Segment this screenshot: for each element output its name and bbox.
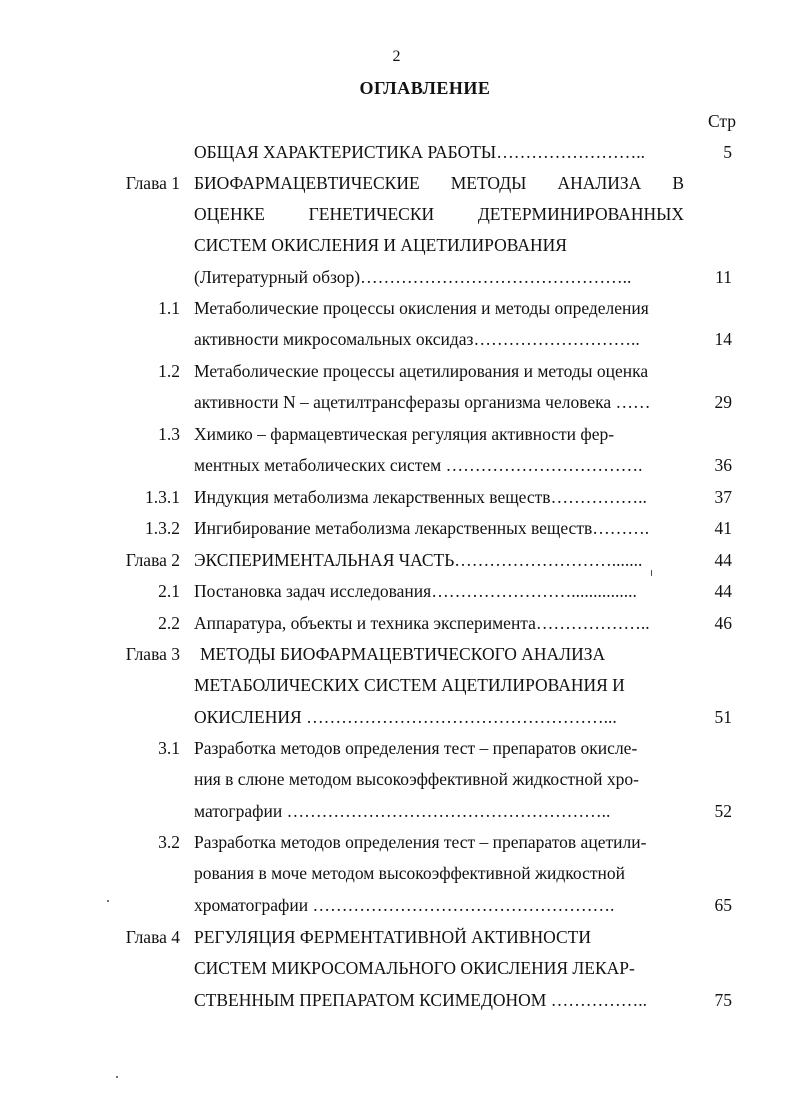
toc-line: СИСТЕМ ОКИСЛЕНИЯ И АЦЕТИЛИРОВАНИЯ (194, 235, 567, 255)
toc-line: МЕТОДЫ БИОФАРМАЦЕВТИЧЕСКОГО АНАЛИЗА (200, 644, 606, 664)
toc-line: Разработка методов определения тест – препаратов ацетили- (194, 832, 647, 852)
toc-label: 1.1 (158, 298, 180, 318)
toc-line: БИОФАРМАЦЕВТИЧЕСКИЕ МЕТОДЫ АНАЛИЗА В (194, 173, 684, 193)
toc-line: СТВЕННЫМ ПРЕПАРАТОМ КСИМЕДОНОМ …………….. (194, 990, 647, 1010)
toc-label: 2.1 (158, 581, 180, 601)
toc-label: Глава 3 (125, 644, 180, 664)
toc-page-number: 46 (714, 613, 732, 633)
toc-line: Ингибирование метаболизма лекарственных веществ………. (194, 518, 650, 538)
toc-line: активности микросомальных оксидаз……………………….. (194, 329, 640, 349)
toc-line: Метаболические процессы ацетилирования и методы оценка (194, 361, 649, 381)
toc-line: СИСТЕМ МИКРОСОМАЛЬНОГО ОКИСЛЕНИЯ ЛЕКАР- (194, 958, 635, 978)
toc-line: ОЦЕНКЕ ГЕНЕТИЧЕСКИ ДЕТЕРМИНИРОВАННЫХ (194, 204, 684, 224)
toc-line: ОБЩАЯ ХАРАКТЕРИСТИКА РАБОТЫ…………………….. (194, 142, 645, 162)
toc-line: (Литературный обзор)……………………………………….. (194, 267, 632, 287)
toc-line: МЕТАБОЛИЧЕСКИХ СИСТЕМ АЦЕТИЛИРОВАНИЯ И (194, 675, 625, 695)
toc-page-number: 29 (714, 392, 732, 412)
toc-label: Глава 2 (125, 550, 180, 570)
toc-line: рования в моче методом высокоэффективной жидкостной (194, 863, 626, 883)
scan-speck (107, 900, 109, 902)
toc-page-number: 5 (723, 142, 732, 162)
toc-line: Аппаратура, объекты и техника эксперимента……………….. (194, 613, 650, 633)
toc-label: 1.2 (158, 361, 180, 381)
toc-line: РЕГУЛЯЦИЯ ФЕРМЕНТАТИВНОЙ АКТИВНОСТИ (194, 927, 591, 947)
toc-label: 2.2 (158, 613, 180, 633)
page-number: 2 (392, 48, 401, 65)
toc-line: Метаболические процессы окисления и методы определения (194, 298, 649, 318)
toc-label: 1.3 (158, 424, 180, 444)
toc-label: 1.3.1 (145, 487, 180, 507)
toc-line: Химико – фармацевтическая регуляция активности фер- (194, 424, 615, 444)
toc-label: Глава 1 (125, 173, 180, 193)
toc-line: активности N – ацетилтрансферазы организма человека …… (194, 392, 651, 412)
toc-line: ния в слюне методом высокоэффективной жидкостной хро- (194, 769, 639, 789)
toc-line: Индукция метаболизма лекарственных веществ…………….. (194, 487, 647, 507)
toc-page-number: 51 (714, 707, 732, 727)
toc-line: Разработка методов определения тест – препаратов окисле- (194, 738, 638, 758)
page-column-header: Стр (707, 111, 736, 131)
toc-label: 1.3.2 (145, 518, 180, 538)
toc-page-number: 14 (714, 329, 732, 349)
toc-page-number: 75 (714, 990, 732, 1010)
toc-line: матографии ……………………………………………….. (194, 801, 611, 821)
toc-label: 3.2 (158, 832, 180, 852)
toc-page-number: 41 (714, 518, 732, 538)
toc-line: Постановка задач исследования……………………............... (194, 581, 637, 601)
toc-page-number: 52 (714, 801, 732, 821)
toc-label: 3.1 (158, 738, 180, 758)
toc-page-number: 11 (715, 267, 732, 287)
toc-page-number: 65 (714, 895, 732, 915)
toc-line: ЭКСПЕРИМЕНТАЛЬНАЯ ЧАСТЬ………………………....... (194, 550, 643, 570)
toc-line: ОКИСЛЕНИЯ ……………………………………………... (194, 707, 617, 727)
page-title: ОГЛАВЛЕНИЕ (359, 78, 491, 98)
toc-page-number: 37 (714, 487, 732, 507)
toc-page-number: 44 (714, 581, 732, 601)
scan-speck (651, 570, 652, 576)
toc-line: хроматографии ……………………………………………. (194, 895, 615, 915)
toc-page-number: 44 (714, 550, 732, 570)
toc-line: ментных метаболических систем ……………………………. (194, 455, 643, 475)
toc-page-number: 36 (714, 455, 732, 475)
scan-speck (116, 1076, 118, 1078)
toc-label: Глава 4 (125, 927, 180, 947)
